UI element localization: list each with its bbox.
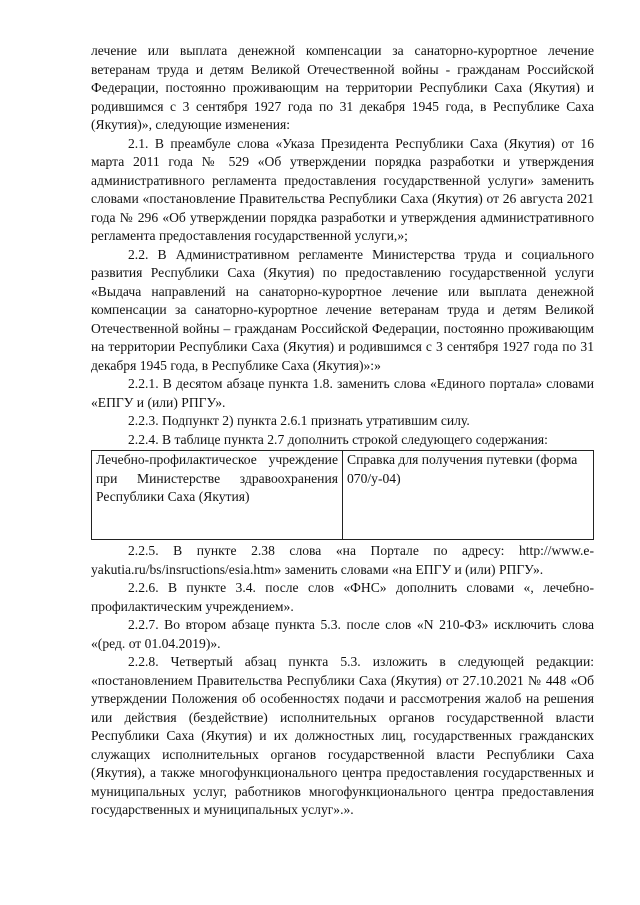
paragraph-2-2-5: 2.2.5. В пункте 2.38 слова «на Портале по адресу: http://www.e-yakutia.ru/bs/insructions/esia.htm» заменить словами «на ЕПГУ и (или) РПГУ». <box>91 543 594 577</box>
paragraph-2-2-3: 2.2.3. Подпункт 2) пункта 2.6.1 признать утратившим силу. <box>128 413 470 428</box>
table-cell-institution: Лечебно-профилактическое учреждение при Министерстве здравоохранения Республики Саха (Якутия) <box>92 451 343 539</box>
paragraph-2-2-4: 2.2.4. В таблице пункта 2.7 дополнить строкой следующего содержания: <box>128 431 548 447</box>
document-page <box>91 42 594 820</box>
paragraph-2-2: 2.2. В Административном регламенте Министерства труда и социального развития Республики Саха (Якутия) по предоставлению государственной услуги «Выдача направлений на санаторно-курортное лечение или выплата денежной компенсации за санаторно-курортное лечение ветеранам труда и детям Великой Отечественной войны – гражданам Российской Федерации, постоянно проживающим на территории Республики Саха (Якутия) и родившимся с 3 сентября 1927 года по 31 декабря 1945 года, в Республике Саха (Якутия)»:» <box>91 246 594 373</box>
paragraph-2-2-1: 2.2.1. В десятом абзаце пункта 1.8. заменить слова «Единого портала» словами «ЕПГУ и (или) РПГУ». <box>91 376 594 410</box>
table-cell-document: Справка для получения путевки (форма 070/у-04) <box>347 452 578 486</box>
paragraph-2-1: 2.1. В преамбуле слова «Указа Президента Республики Саха (Якутия) от 16 марта 2011 года № 529 «Об утверждении порядка разработки и утверждения административного регламента предоставления государственной услуги» заменить словами «постановление Правительства Республики Саха (Якутия) от 26 августа 2021 года № 296 «Об утверждении порядка разработки и утверждения административного регламента предоставления государственной услуги,»; <box>91 135 594 243</box>
paragraph-2-2-8: 2.2.8. Четвертый абзац пункта 5.3. изложить в следующей редакции: «постановлением Правительства Республики Саха (Якутия) от 27.10.2021 № 448 «Об утверждении Положения об особенностях подачи и рассмотрения жалоб на решения или действия (бездействие) исполнительных органов государственной власти Республики Саха (Якутия) и их должностных лиц, государственных гражданских служащих исполнительных органов государственной власти Республики Саха (Якутия), а также многофункционального центра предоставления государственных и муниципальных услуг, работников многофункционального центра предоставления государственных и муниципальных услуг».». <box>91 654 594 817</box>
paragraph-continuation: лечение или выплата денежной компенсации за санаторно-курортное лечение ветеранам труда и детям Великой Отечественной войны - гражданам Российской Федерации, постоянно проживающим на территории Республики Саха (Якутия) и родившимся с 3 сентября 1927 года по 31 декабря 1945 года, в Республике Саха (Якутия)», следующие изменения: <box>91 43 594 132</box>
paragraph-2-2-6: 2.2.6. В пункте 3.4. после слов «ФНС» дополнить словами «, лечебно-профилактическим учреждением». <box>91 580 594 614</box>
paragraph-2-2-7: 2.2.7. Во втором абзаце пункта 5.3. после слов «N 210-ФЗ» исключить слова «(ред. от 01.04.2019)». <box>91 617 594 651</box>
inserted-table-row <box>91 450 594 540</box>
